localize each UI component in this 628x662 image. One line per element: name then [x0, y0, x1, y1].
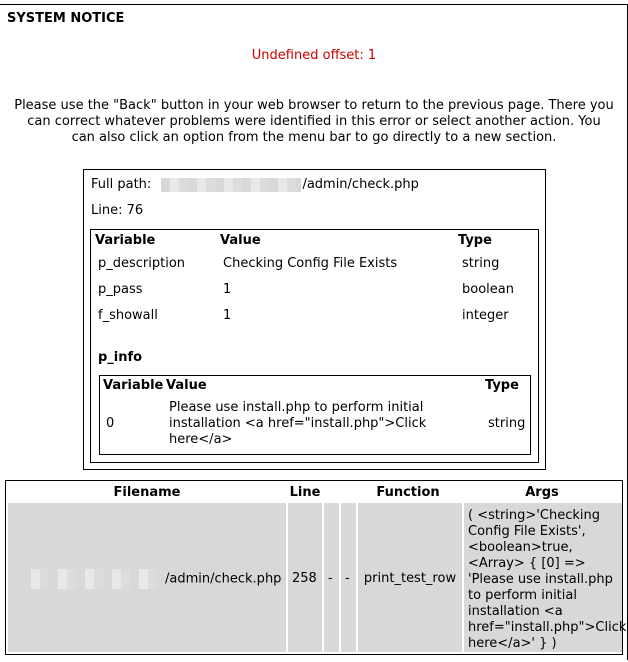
p-info-var-type: string: [488, 416, 526, 431]
dash-cell: [341, 503, 356, 652]
instructions-line: can also click an option from the menu bar to go directly to a new section.: [71, 130, 557, 145]
backtrace-table: [5, 480, 627, 655]
value-line: Please use install.php to perform initial: [169, 400, 424, 415]
col-header-value: Value: [220, 233, 261, 248]
var-name: f_showall: [98, 308, 158, 323]
variables-table: [90, 229, 539, 463]
col-header-args: Args: [525, 485, 559, 500]
args-line: installation <a: [468, 604, 563, 619]
p-info-var-value: [169, 400, 426, 448]
args-line: 'Please use install.php: [468, 572, 613, 587]
col-header-variable: Variable: [103, 378, 164, 393]
p-info-var-name: 0: [106, 416, 115, 431]
error-message: Undefined offset: 1: [251, 48, 377, 63]
col-header-variable: Variable: [95, 233, 156, 248]
var-type: boolean: [462, 282, 514, 297]
notice-title: SYSTEM NOTICE: [7, 11, 125, 26]
var-type: integer: [462, 308, 509, 323]
col-header-line: Line: [289, 485, 321, 500]
var-name: p_description: [98, 256, 186, 271]
function-value: print_test_row: [363, 571, 457, 586]
p-info-label: p_info: [98, 350, 143, 365]
args-line: href="install.php">Click: [468, 620, 627, 635]
value-line: installation <a href="install.php">Click: [169, 416, 427, 431]
args-line: to perform initial: [468, 588, 577, 603]
error-line: Line: 76: [91, 203, 144, 218]
col-header-type: Type: [458, 233, 492, 248]
table-row: [8, 503, 627, 652]
args-line: here</a>' } ): [468, 636, 557, 651]
full-path-label: Full path:: [91, 177, 152, 192]
args-cell: [464, 503, 627, 652]
full-path: [91, 177, 419, 192]
line-value: 258: [292, 571, 317, 586]
var-value: 1: [223, 282, 232, 297]
filename-cell: [8, 503, 286, 652]
line-cell: [288, 503, 322, 652]
redacted-path-image: [22, 569, 164, 589]
instructions-line: can correct whatever problems were identified in this error or select another action. You: [27, 114, 601, 129]
instructions-line: Please use the "Back" button in your web browser to return to the previous page. There you: [14, 98, 614, 113]
filename-value: /admin/check.php: [165, 571, 282, 587]
var-value: Checking Config File Exists: [223, 256, 398, 271]
col-header-value: Value: [166, 378, 207, 393]
var-type: string: [462, 256, 500, 271]
function-cell: [358, 503, 462, 652]
error-info-box: [83, 169, 546, 470]
dash-value: -: [328, 571, 333, 586]
value-line: here</a>: [169, 432, 233, 447]
redacted-path-image: [161, 178, 301, 192]
args-line: <boolean>true,: [468, 540, 573, 555]
instructions-text: [0, 98, 628, 146]
dash-cell: [324, 503, 339, 652]
var-name: p_pass: [98, 282, 143, 297]
args-value: [468, 508, 627, 652]
dash-value: -: [345, 571, 350, 586]
var-value: 1: [223, 308, 232, 323]
col-header-type: Type: [485, 378, 519, 393]
col-header-function: Function: [376, 485, 440, 500]
full-path-value: /admin/check.php: [302, 177, 419, 192]
p-info-table: [99, 375, 531, 455]
args-line: <Array> { [0] =>: [468, 556, 586, 571]
args-line: Config File Exists',: [468, 524, 586, 539]
args-line: ( <string>'Checking: [468, 508, 600, 523]
col-header-filename: Filename: [113, 485, 181, 500]
